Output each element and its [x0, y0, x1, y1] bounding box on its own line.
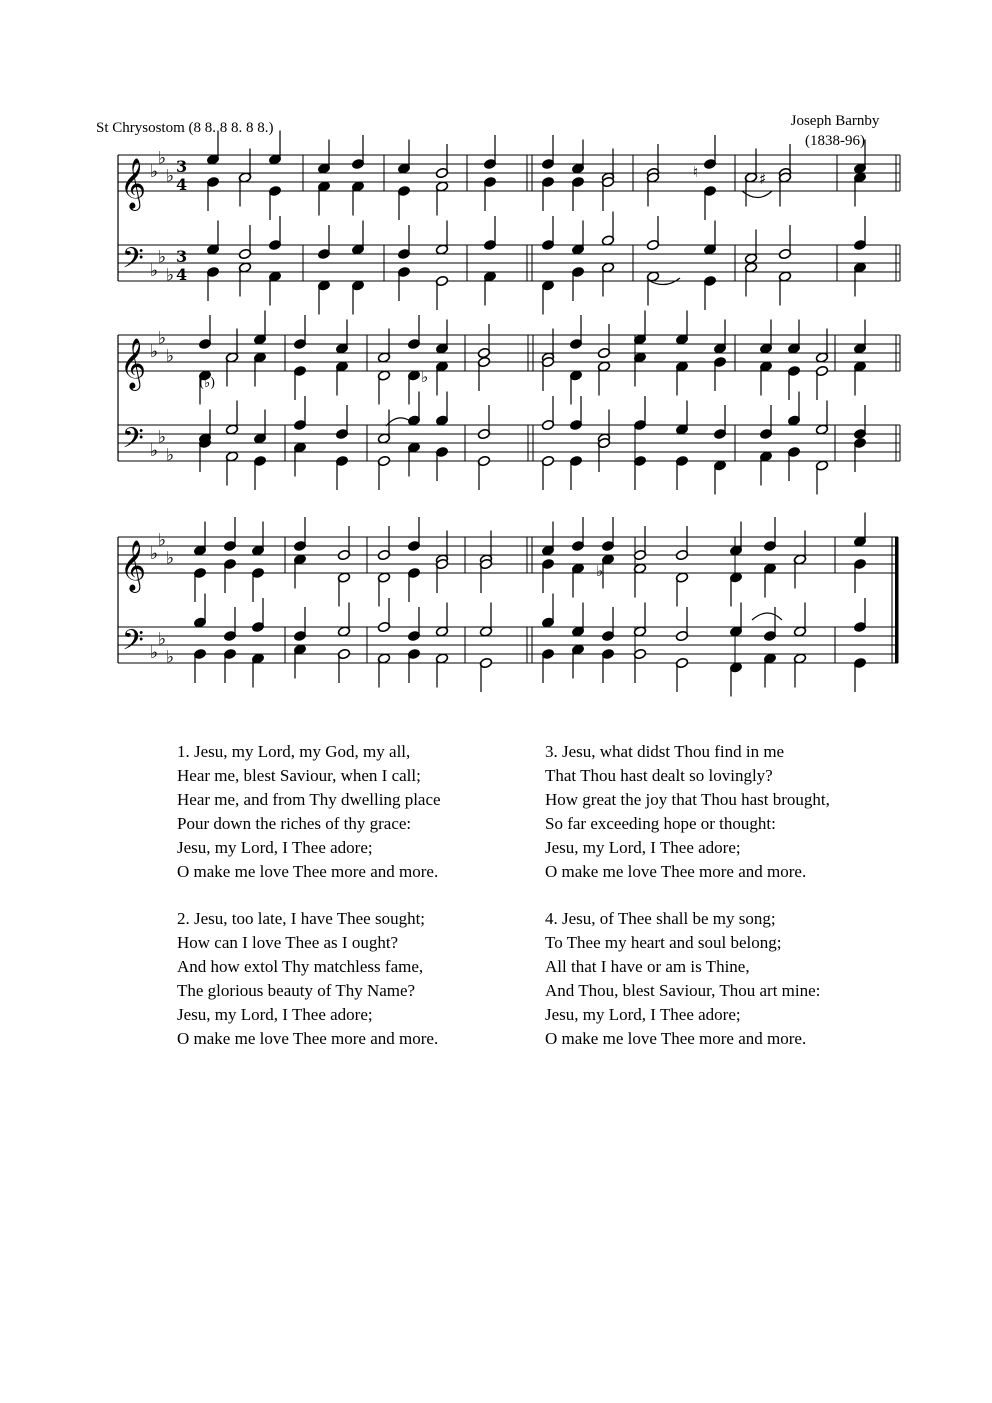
flat-icon: ♭ — [150, 544, 159, 564]
verse-line: O make me love Thee more and more. — [177, 1029, 439, 1048]
verse-line: Jesu, my Lord, I Thee adore; — [177, 838, 373, 857]
verse-3 — [545, 740, 830, 884]
final-barline-thick — [895, 537, 899, 663]
flat-icon: ♭ — [166, 445, 175, 466]
verse-line: O make me love Thee more and more. — [545, 862, 807, 881]
verse-line: And Thou, blest Saviour, Thou art mine: — [545, 981, 821, 1000]
flat-icon: ♭ — [596, 562, 604, 580]
verses-right-column — [545, 740, 830, 1074]
verse-line: 2. Jesu, too late, I have Thee sought; — [177, 909, 426, 928]
slur — [752, 613, 782, 620]
bass-clef-icon: 𝄢 — [122, 624, 144, 664]
verse-line: 3. Jesu, what didst Thou find in me — [545, 742, 785, 761]
flat-icon: ♭ — [150, 342, 159, 362]
flat-icon: ♭ — [150, 261, 159, 281]
verse-line: To Thee my heart and soul belong; — [545, 933, 782, 952]
time-signature-top: 3 — [176, 157, 188, 176]
verse-line: O make me love Thee more and more. — [545, 1029, 807, 1048]
flat-icon: ♭ — [158, 247, 167, 268]
composer-dates: (1838-96) — [805, 133, 865, 149]
flat-icon: ♭ — [166, 166, 175, 187]
sharp-icon: ♯ — [759, 170, 767, 188]
time-signature-bottom: 4 — [176, 265, 188, 284]
verse-line: How can I love Thee as I ought? — [177, 933, 399, 952]
flat-icon: ♭ — [166, 346, 175, 367]
bass-clef-icon: 𝄢 — [122, 422, 144, 462]
flat-icon: ♭ — [158, 629, 167, 650]
time-signature-top: 3 — [176, 247, 188, 266]
natural-icon: ♮ — [693, 163, 699, 181]
treble-clef-icon: 𝄞 — [120, 338, 147, 389]
verse-line: 1. Jesu, my Lord, my God, my all, — [177, 742, 411, 761]
verse-line: Hear me, blest Saviour, when I call; — [177, 766, 421, 785]
treble-clef-icon: 𝄞 — [120, 158, 147, 209]
flat-icon: ♭ — [158, 148, 167, 169]
verses-left-column — [177, 740, 441, 1074]
verse-4 — [545, 907, 830, 1051]
flat-icon: ♭ — [166, 265, 175, 286]
flat-icon: ♭ — [150, 162, 159, 182]
composer-name: Joseph Barnby — [790, 113, 880, 129]
verse-1 — [177, 740, 441, 884]
flat-icon: ♭ — [150, 643, 159, 663]
verse-line: O make me love Thee more and more. — [177, 862, 439, 881]
verse-line: Hear me, and from Thy dwelling place — [177, 790, 441, 809]
time-signature-bottom: 4 — [176, 175, 188, 194]
flat-icon: ♭ — [158, 427, 167, 448]
verse-line: Pour down the riches of thy grace: — [177, 814, 412, 833]
flat-icon: ♭ — [158, 530, 167, 551]
bass-clef-icon: 𝄢 — [122, 242, 144, 282]
verse-line: All that I have or am is Thine, — [545, 957, 750, 976]
verse-line: How great the joy that Thou hast brought, — [545, 790, 830, 809]
verse-line: And how extol Thy matchless fame, — [177, 957, 424, 976]
flat-icon: ♭ — [166, 548, 175, 569]
flat-icon: ♭ — [166, 647, 175, 668]
verse-line: The glorious beauty of Thy Name? — [177, 981, 416, 1000]
flat-icon: (♭) — [199, 376, 216, 391]
verse-line: Jesu, my Lord, I Thee adore; — [177, 1005, 373, 1024]
verse-line: So far exceeding hope or thought: — [545, 814, 776, 833]
tune-title: St Chrysostom (8 8. 8 8. 8 8.) — [96, 120, 274, 136]
verse-line: Jesu, my Lord, I Thee adore; — [545, 838, 741, 857]
flat-icon: ♭ — [150, 441, 159, 461]
treble-clef-icon: 𝄞 — [120, 540, 147, 591]
verse-line: That Thou hast dealt so lovingly? — [545, 766, 773, 785]
flat-icon: ♭ — [158, 328, 167, 349]
verse-line: Jesu, my Lord, I Thee adore; — [545, 1005, 741, 1024]
verse-line: 4. Jesu, of Thee shall be my song; — [545, 909, 776, 928]
flat-icon: ♭ — [421, 368, 429, 386]
verse-2 — [177, 907, 441, 1051]
